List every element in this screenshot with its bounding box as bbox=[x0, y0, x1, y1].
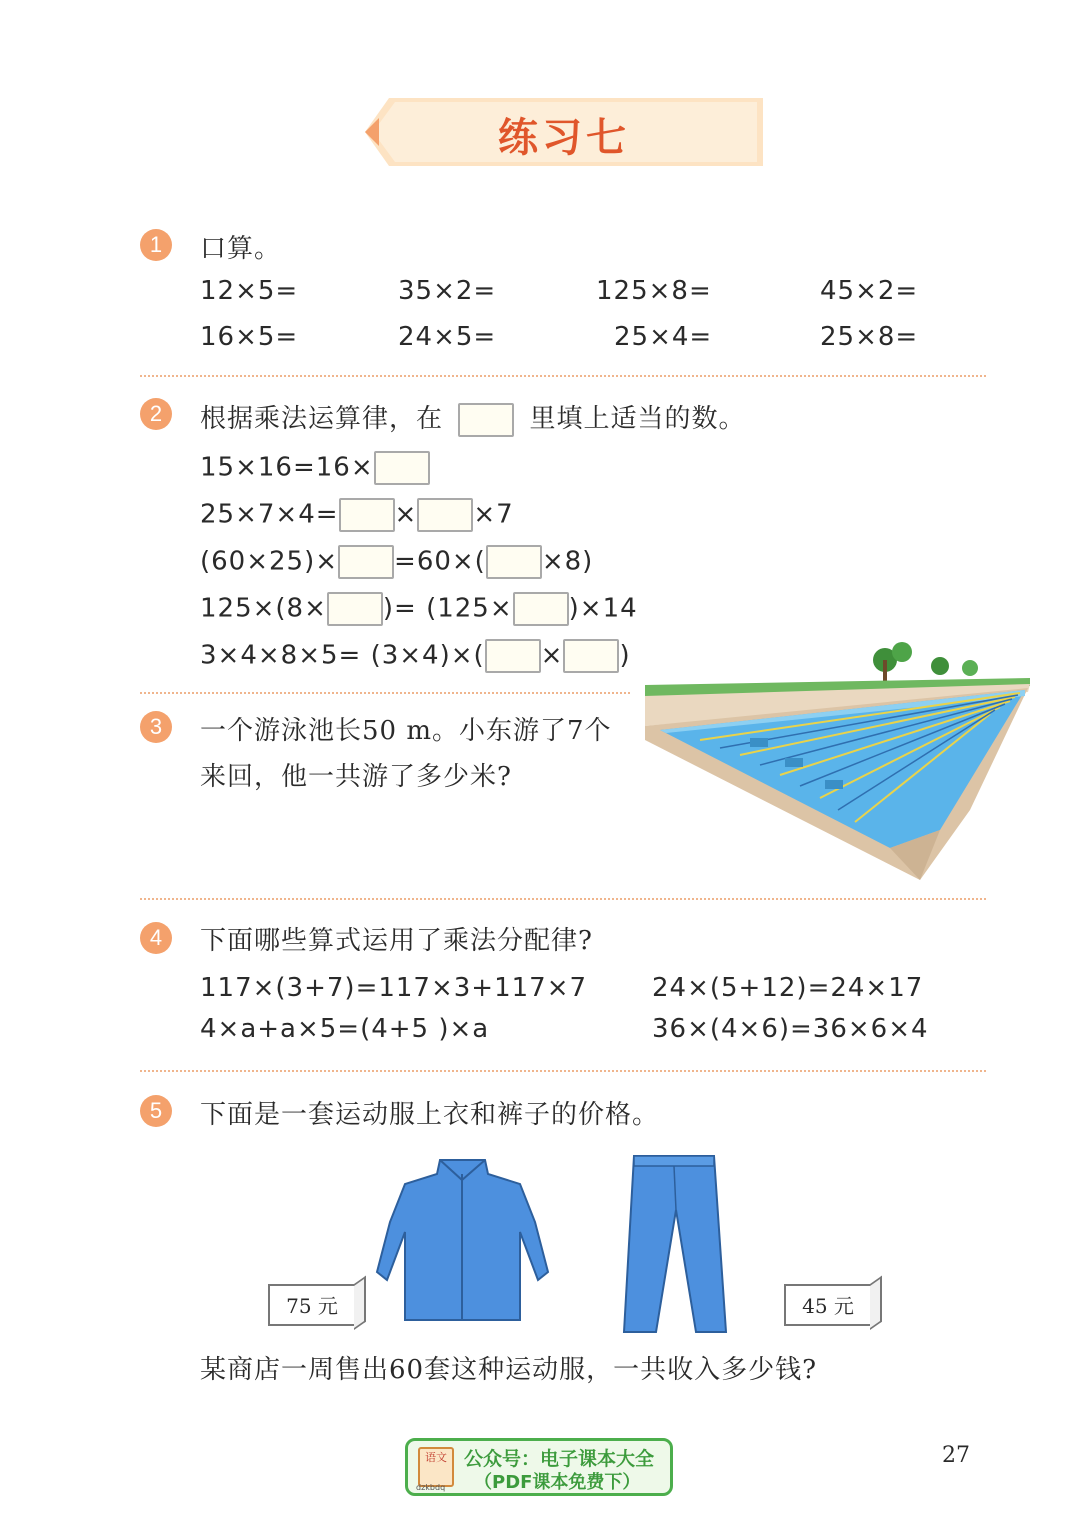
q3-line-2: 来回，他一共游了多少米? bbox=[200, 762, 512, 792]
answer-box[interactable] bbox=[374, 451, 430, 485]
question-number-4: 4 bbox=[140, 922, 172, 954]
eq-text: 25×7×4= bbox=[200, 499, 339, 530]
q2-line-1 bbox=[200, 451, 430, 485]
pants-illustration bbox=[616, 1150, 731, 1340]
wechat-badge[interactable] bbox=[405, 1438, 673, 1496]
q5-prompt: 下面是一套运动服上衣和裤子的价格。 bbox=[200, 1100, 660, 1130]
q4-equation: 4×a+a×5=(4+5 )×a bbox=[200, 1014, 490, 1044]
page-title: 练习七 bbox=[498, 114, 630, 161]
q2-line-4 bbox=[200, 592, 638, 626]
section-divider bbox=[140, 1070, 986, 1072]
q1-item: 12×5= bbox=[200, 276, 299, 306]
q2-prompt-after: 里填上适当的数。 bbox=[529, 404, 746, 434]
q2-line-3 bbox=[200, 545, 593, 579]
page-number: 27 bbox=[942, 1443, 970, 1468]
section-divider bbox=[140, 692, 630, 694]
q1-item: 25×4= bbox=[614, 322, 713, 352]
jacket-illustration bbox=[370, 1152, 555, 1327]
book-icon bbox=[418, 1447, 454, 1487]
question-number-5: 5 bbox=[140, 1095, 172, 1127]
book-icon-text: 语文 bbox=[425, 1451, 447, 1464]
q1-item: 25×8= bbox=[820, 322, 919, 352]
eq-text: 3×4×8×5= (3×4)×( bbox=[200, 640, 485, 671]
eq-text: 125×(8× bbox=[200, 593, 327, 624]
section-divider bbox=[140, 375, 986, 377]
answer-box[interactable] bbox=[417, 498, 473, 532]
eq-text: × bbox=[540, 640, 564, 671]
answer-box[interactable] bbox=[563, 639, 619, 673]
eq-text: =60×( bbox=[394, 546, 486, 577]
eq-text: (60×25)× bbox=[200, 546, 339, 577]
badge-small-text: dzkbdq bbox=[416, 1483, 446, 1492]
eq-text: )= (125× bbox=[382, 593, 513, 624]
pants-price-tag: 45 元 bbox=[784, 1284, 872, 1326]
q5-question: 某商店一周售出60套这种运动服，一共收入多少钱? bbox=[200, 1355, 818, 1385]
answer-box[interactable] bbox=[338, 545, 394, 579]
eq-text: ×8) bbox=[541, 546, 594, 577]
q1-item: 45×2= bbox=[820, 276, 919, 306]
eq-text: × bbox=[394, 499, 418, 530]
title-banner bbox=[365, 98, 763, 166]
section-divider bbox=[140, 898, 986, 900]
badge-line-1: 公众号：电子课本大全 bbox=[464, 1448, 655, 1470]
answer-box[interactable] bbox=[485, 639, 541, 673]
q1-item: 35×2= bbox=[398, 276, 497, 306]
q2-prompt bbox=[200, 398, 746, 437]
q3-line-1: 一个游泳池长50 m。小东游了7个 bbox=[200, 716, 612, 746]
answer-box[interactable] bbox=[513, 592, 569, 626]
answer-box[interactable] bbox=[327, 592, 383, 626]
swimming-pool-illustration bbox=[640, 630, 1030, 885]
question-number-1: 1 bbox=[140, 229, 172, 261]
example-answer-box bbox=[458, 403, 514, 437]
eq-text: ×7 bbox=[473, 499, 514, 530]
answer-box[interactable] bbox=[339, 498, 395, 532]
q2-prompt-before: 根据乘法运算律，在 bbox=[200, 404, 444, 434]
q4-equation: 117×(3+7)=117×3+117×7 bbox=[200, 973, 588, 1003]
q4-equation: 24×(5+12)=24×17 bbox=[652, 973, 924, 1003]
question-number-2: 2 bbox=[140, 398, 172, 430]
eq-text: )×14 bbox=[568, 593, 638, 624]
q1-item: 16×5= bbox=[200, 322, 299, 352]
question-number-3: 3 bbox=[140, 711, 172, 743]
q2-line-5 bbox=[200, 639, 631, 673]
badge-line-2: （PDF课本免费下） bbox=[474, 1472, 641, 1493]
eq-text: 15×16=16× bbox=[200, 452, 374, 483]
q4-prompt: 下面哪些算式运用了乘法分配律? bbox=[200, 926, 593, 956]
q1-item: 125×8= bbox=[596, 276, 712, 306]
q2-line-2 bbox=[200, 498, 514, 532]
q4-equation: 36×(4×6)=36×6×4 bbox=[652, 1014, 929, 1044]
q1-prompt: 口算。 bbox=[200, 234, 282, 264]
q1-item: 24×5= bbox=[398, 322, 497, 352]
eq-text: ) bbox=[619, 640, 631, 671]
answer-box[interactable] bbox=[486, 545, 542, 579]
jacket-price-tag: 75 元 bbox=[268, 1284, 356, 1326]
